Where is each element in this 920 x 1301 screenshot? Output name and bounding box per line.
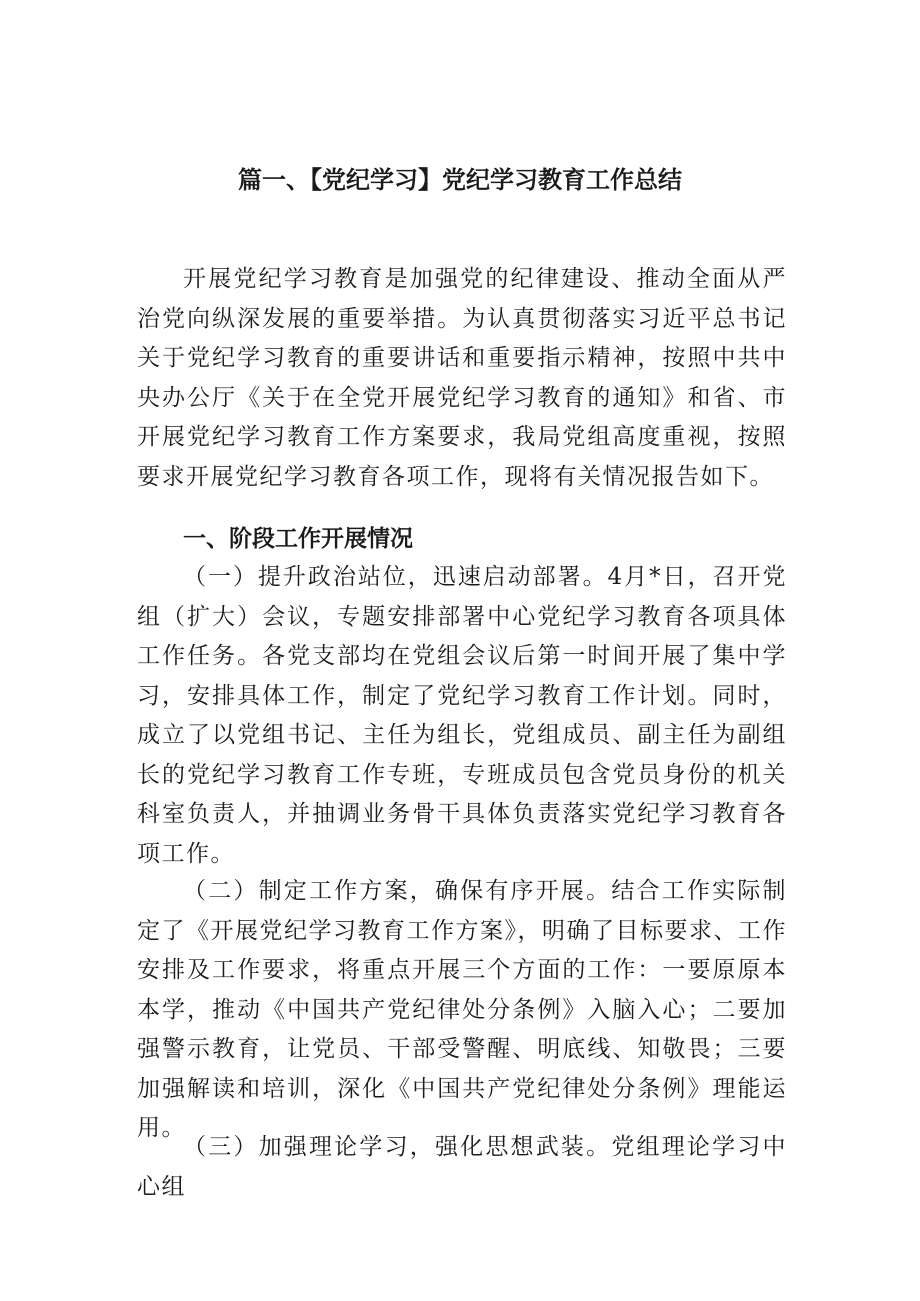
- intro-paragraph: 开展党纪学习教育是加强党的纪律建设、推动全面从严治党向纵深发展的重要举措。为认真贯彻落实习近平总书记关于党纪学习教育的重要讲话和重要指示精神，按照中共中央办公厅《关于在全党开展党纪学习教育的通知》和省、市开展党纪学习教育工作方案要求，我局党组高度重视，按照要求开展党纪学习教育各项工作，现将有关情况报告如下。: [137, 266, 787, 490]
- document-title: 篇一、【党纪学习】党纪学习教育工作总结: [238, 166, 682, 194]
- paragraph-2: （二）制定工作方案，确保有序开展。结合工作实际制定了《开展党纪学习教育工作方案》，明确了目标要求、工作安排及工作要求，将重点开展三个方面的工作：一要原原本本学，推动《中国共产党纪律处分条例》入脑入心；二要加强警示教育，让党员、干部受警醒、明底线、知敬畏；三要加强解读和培训，深化《中国共产党纪律处分条例》理能运用。: [137, 878, 787, 1141]
- paragraph-3: （三）加强理论学习，强化思想武装。党组理论学习中心组: [137, 1134, 787, 1200]
- paragraph-1: （一）提升政治站位，迅速启动部署。4月*日，召开党组（扩大）会议，专题安排部署中心党纪学习教育各项具体工作任务。各党支部均在党组会议后第一时间开展了集中学习，安排具体工作，制定了党纪学习教育工作计划。同时，成立了以党组书记、主任为组长，党组成员、副主任为副组长的党纪学习教育工作专班，专班成员包含党员身份的机关科室负责人，并抽调业务骨干具体负责落实党纪学习教育各项工作。: [137, 564, 787, 867]
- section-heading: 一、阶段工作开展情况: [183, 526, 413, 552]
